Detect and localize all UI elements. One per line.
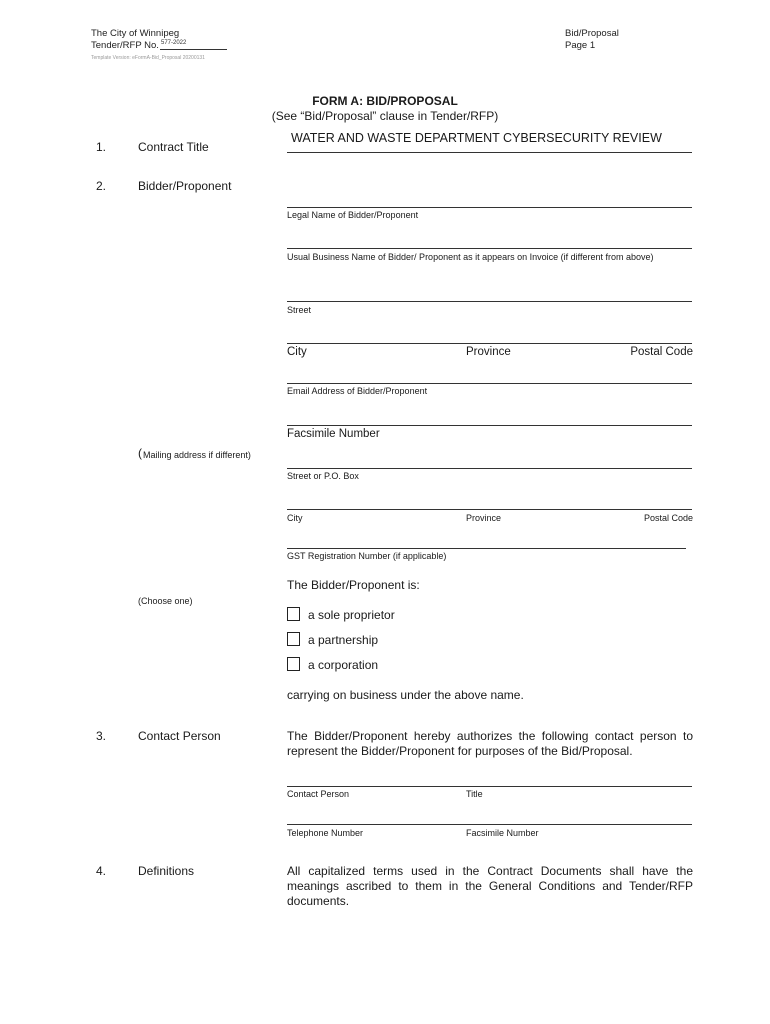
section-4-label: Definitions bbox=[138, 864, 195, 878]
page-number: Page 1 bbox=[565, 40, 596, 51]
gst-label: GST Registration Number (if applicable) bbox=[287, 551, 447, 561]
mailing-city-field[interactable] bbox=[287, 509, 692, 510]
usual-name-label: Usual Business Name of Bidder/ Proponent as it appears on Invoice (if different from above) bbox=[287, 252, 654, 262]
telephone-field[interactable] bbox=[287, 824, 692, 825]
legal-name-label: Legal Name of Bidder/Proponent bbox=[287, 210, 419, 220]
tender-number: 577-2022 bbox=[161, 40, 187, 46]
sole-proprietor-checkbox[interactable] bbox=[287, 607, 300, 621]
email-label: Email Address of Bidder/Proponent bbox=[287, 386, 428, 396]
tender-number-line bbox=[160, 49, 227, 50]
form-title: FORM A: BID/PROPOSAL bbox=[312, 94, 458, 108]
corporation-checkbox[interactable] bbox=[287, 657, 300, 671]
doc-type: Bid/Proposal bbox=[565, 28, 619, 39]
template-version: Template Version: eFormA-Bid_Proposal 20200131 bbox=[91, 55, 205, 61]
contact-fax-label: Facsimile Number bbox=[466, 828, 539, 838]
postal-code-label: Postal Code bbox=[630, 346, 693, 358]
street-po-label: Street or P.O. Box bbox=[287, 471, 359, 481]
city-label: City bbox=[287, 346, 307, 358]
mailing-province-label: Province bbox=[466, 513, 502, 523]
fax-label: Facsimile Number bbox=[287, 428, 380, 440]
contact-person-label: Contact Person bbox=[287, 789, 350, 799]
section-1-number: 1. bbox=[96, 140, 107, 154]
city-province-field[interactable] bbox=[287, 343, 692, 344]
telephone-label: Telephone Number bbox=[287, 828, 364, 838]
contact-authorization-text: The Bidder/Proponent hereby authorizes the following contact person to represent the Bidder/Proponent for purposes of the Bid/Proposal. bbox=[287, 729, 693, 758]
fax-field[interactable] bbox=[287, 425, 692, 426]
city-name: The City of Winnipeg bbox=[91, 28, 180, 39]
mailing-paren: ( bbox=[138, 446, 142, 460]
gst-field[interactable] bbox=[287, 548, 686, 549]
legal-name-field[interactable] bbox=[287, 207, 692, 208]
section-4-number: 4. bbox=[96, 864, 107, 878]
sole-proprietor-label: a sole proprietor bbox=[308, 608, 395, 622]
bidder-is-label: The Bidder/Proponent is: bbox=[287, 578, 420, 592]
contact-title-label: Title bbox=[466, 789, 483, 799]
street-field[interactable] bbox=[287, 301, 692, 302]
corporation-label: a corporation bbox=[308, 658, 379, 672]
carrying-on-business-text: carrying on business under the above name. bbox=[287, 688, 524, 702]
tender-label: Tender/RFP No. bbox=[91, 40, 159, 51]
mailing-city-label: City bbox=[287, 513, 303, 523]
section-2-label: Bidder/Proponent bbox=[138, 179, 232, 193]
mailing-postal-label: Postal Code bbox=[643, 513, 693, 523]
contract-title-line bbox=[287, 152, 692, 153]
partnership-label: a partnership bbox=[308, 633, 379, 647]
section-2-number: 2. bbox=[96, 179, 107, 193]
choose-one-label: (Choose one) bbox=[138, 596, 193, 606]
usual-name-field[interactable] bbox=[287, 248, 692, 249]
contract-title-value[interactable]: WATER AND WASTE DEPARTMENT CYBERSECURITY REVIEW bbox=[291, 131, 662, 145]
street-po-field[interactable] bbox=[287, 468, 692, 469]
street-label: Street bbox=[287, 305, 312, 315]
form-subtitle: (See “Bid/Proposal” clause in Tender/RFP) bbox=[271, 109, 499, 123]
mailing-address-label: Mailing address if different) bbox=[143, 450, 251, 460]
partnership-checkbox[interactable] bbox=[287, 632, 300, 646]
definitions-text: All capitalized terms used in the Contract Documents shall have the meanings ascribed to them in the General Conditions and Tender/RFP documents. bbox=[287, 864, 693, 908]
section-1-label: Contract Title bbox=[138, 140, 209, 154]
contact-person-field[interactable] bbox=[287, 786, 692, 787]
section-3-label: Contact Person bbox=[138, 729, 221, 743]
province-label: Province bbox=[466, 346, 511, 358]
email-field[interactable] bbox=[287, 383, 692, 384]
section-3-number: 3. bbox=[96, 729, 107, 743]
